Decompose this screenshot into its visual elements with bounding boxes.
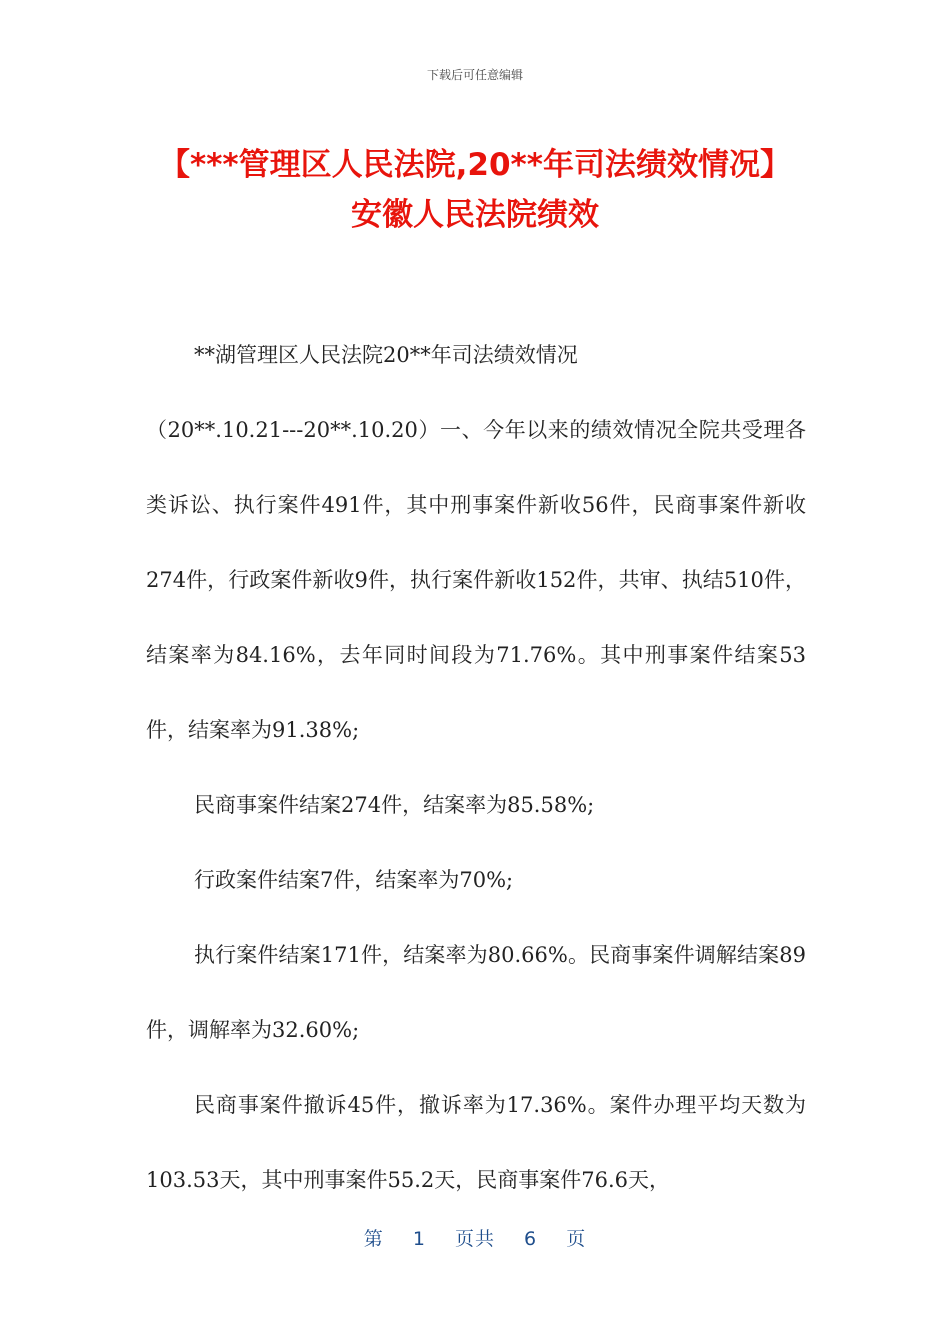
paragraph-4: 行政案件结案7件，结案率为70%; <box>194 868 514 892</box>
paragraph-3: 民商事案件结案274件，结案率为85.58%; <box>194 793 595 817</box>
footer-suffix: 页 <box>566 1228 587 1250</box>
paragraph-5: 执行案件结案171件，结案率为80.66%。民商事案件调解结案89件，调解率为32.60%; <box>146 943 806 1042</box>
footer-page-number: 1 <box>412 1228 426 1250</box>
document-body <box>146 318 806 1218</box>
paragraph-6: 民商事案件撤诉45件，撤诉率为17.36%。案件办理平均天数为103.53天，其中刑事案件55.2天，民商事案件76.6天， <box>146 1093 806 1192</box>
paragraph-1: **湖管理区人民法院20**年司法绩效情况 <box>194 343 578 367</box>
page-footer <box>0 1224 950 1251</box>
paragraph-2: （20**.10.21---20**.10.20）一、今年以来的绩效情况全院共受理各类诉讼、执行案件491件，其中刑事案件新收56件，民商事案件新收274件，行政案件新收9件，执行案件新收152件，共审、执结510件，结案率为84.16%，去年同时间段为71.76%。其中刑事案件结案53件，结案率为91.38%; <box>146 418 806 742</box>
footer-middle: 页共 <box>454 1228 495 1250</box>
document-title: 【***管理区人民法院,20**年司法绩效情况】安徽人民法院绩效 <box>159 147 791 233</box>
footer-prefix: 第 <box>363 1228 384 1250</box>
header-note: 下载后可任意编辑 <box>426 68 523 82</box>
footer-total-pages: 6 <box>524 1228 538 1250</box>
